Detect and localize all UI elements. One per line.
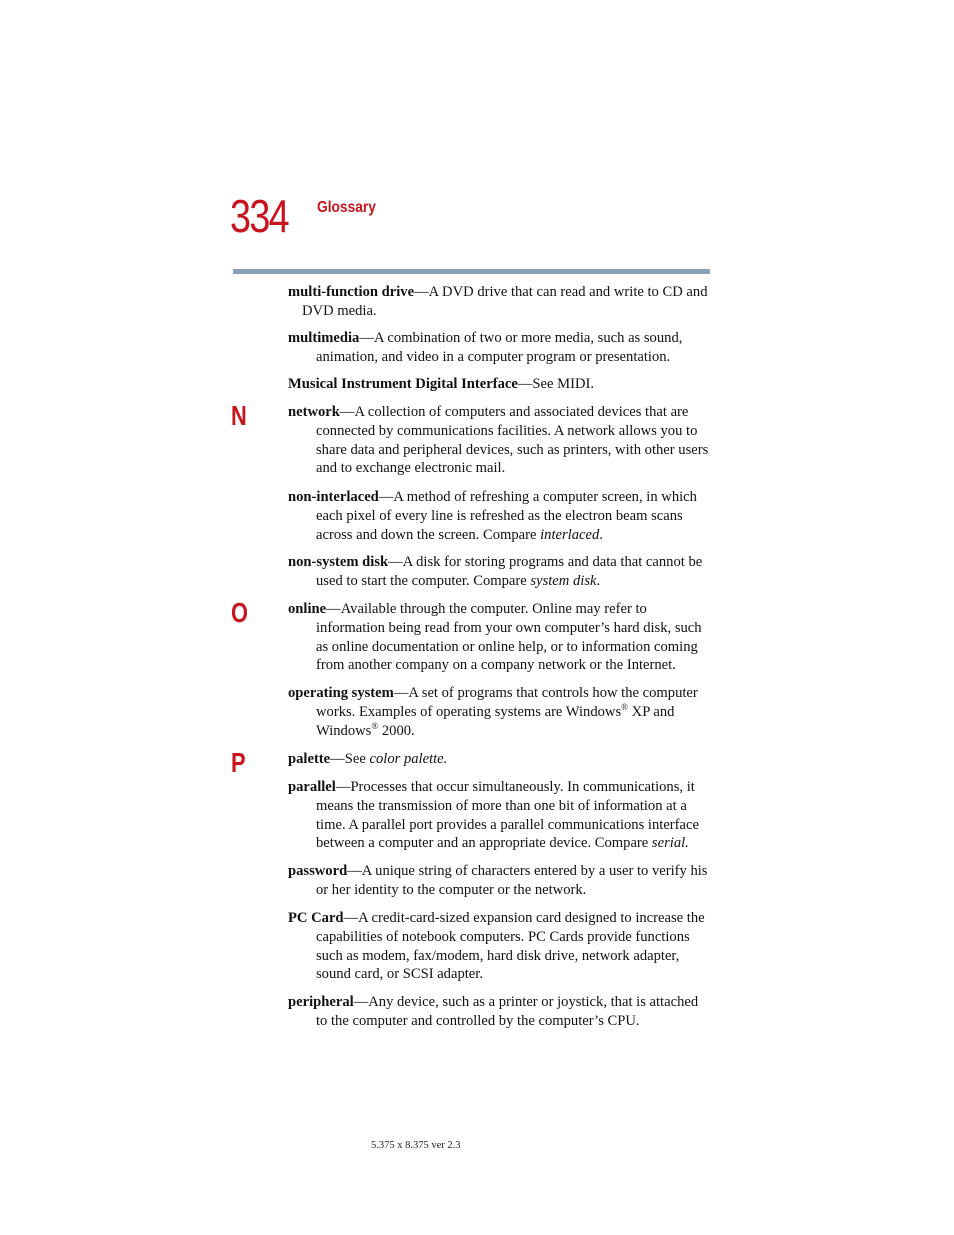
entry-midi	[288, 375, 710, 394]
entry-term: palette	[288, 751, 331, 767]
entry-term: operating system	[288, 685, 394, 701]
entry-term: non-system disk	[288, 554, 389, 570]
entry-definition-end: 2000.	[378, 722, 415, 739]
page-footer: 5.375 x 8.375 ver 2.3	[371, 1140, 461, 1151]
entry-pc-card	[288, 909, 710, 984]
registered-mark: ®	[371, 720, 379, 731]
entry-term: password	[288, 863, 348, 879]
section-letter-o: O	[231, 597, 248, 628]
entry-definition: —A set of programs that controls how the computer works. Examples of operating systems are Windows	[316, 685, 698, 720]
entry-definition: —A credit-card-sized expansion card designed to increase the capabilities of notebook computers. PC Cards provide functions such as modem, fax/modem, hard disk drive, network adapter, sound card, or SCSI adapter.	[316, 910, 705, 983]
entry-term: parallel	[288, 779, 336, 795]
entry-peripheral	[288, 993, 710, 1031]
entry-non-system-disk	[288, 553, 710, 591]
entry-definition: —See	[330, 751, 370, 767]
section-letter-p: P	[231, 747, 246, 778]
entry-operating-system	[288, 684, 710, 740]
entry-definition: —Any device, such as a printer or joystick, that is attached to the computer and controlled by the computer’s CPU.	[316, 994, 699, 1029]
entry-definition: —Processes that occur simultaneously. In communications, it means the transmission of more than one bit of information at a time. A parallel port provides a parallel communications interface between a computer and an appropriate device. Compare	[316, 779, 699, 852]
entry-palette	[288, 750, 710, 769]
entry-parallel	[288, 778, 710, 853]
entry-non-interlaced	[288, 488, 710, 544]
entry-term: online	[288, 601, 327, 617]
entry-multi-function-drive	[288, 283, 710, 321]
entry-term: non-interlaced	[288, 489, 379, 505]
registered-mark: ®	[621, 701, 628, 712]
entry-network	[288, 403, 710, 478]
entry-term: multimedia	[288, 330, 360, 346]
entry-definition: —A collection of computers and associated devices that are connected by communications facilities. A network allows you to share data and peripheral devices, such as printers, with other users and to exchange electronic mail.	[316, 404, 709, 477]
entry-term: PC Card	[288, 910, 344, 926]
entry-definition: —A DVD drive that can read and write to CD and DVD media.	[302, 284, 708, 319]
page-number: 334	[230, 190, 289, 242]
entry-definition: —A disk for storing programs and data that cannot be used to start the computer. Compare	[316, 554, 703, 589]
entry-definition: —Available through the computer. Online may refer to information being read from your own computer’s hard disk, such as online documentation or online help, or to information coming from another company on a company network or the Internet.	[316, 601, 702, 674]
entry-reference: interlaced	[540, 526, 600, 543]
entry-definition: —A combination of two or more media, such as sound, animation, and video in a computer program or presentation.	[316, 330, 683, 365]
entry-term: multi-function drive	[288, 284, 415, 300]
entry-reference: serial.	[651, 835, 689, 852]
entry-definition-middle: XP and Windows	[316, 703, 675, 739]
entry-definition-end: .	[599, 526, 603, 543]
entry-reference: system disk	[530, 572, 597, 589]
section-letter-n: N	[231, 400, 247, 431]
entry-definition: —A method of refreshing a computer screen, in which each pixel of every line is refreshed as the electron beam scans across and down the screen. Compare	[316, 489, 697, 543]
entry-online	[288, 600, 710, 675]
entry-definition: —See MIDI.	[517, 376, 595, 392]
entry-definition-end: .	[596, 572, 601, 589]
header-rule	[233, 269, 710, 274]
section-title: Glossary	[317, 199, 376, 216]
entry-term: network	[288, 404, 340, 420]
entry-definition: —A unique string of characters entered by a user to verify his or her identity to the computer or the network.	[316, 863, 708, 898]
entry-term: Musical Instrument Digital Interface	[288, 376, 518, 392]
entry-term: peripheral	[288, 994, 354, 1010]
entry-reference: color palette.	[369, 751, 448, 767]
entry-multimedia	[288, 329, 710, 367]
entry-password	[288, 862, 710, 900]
